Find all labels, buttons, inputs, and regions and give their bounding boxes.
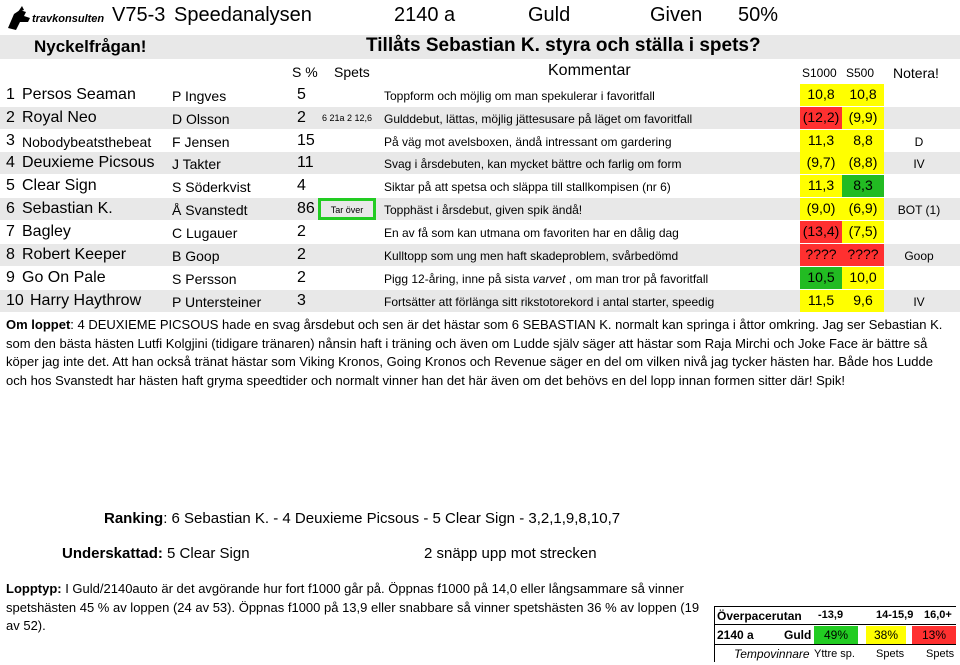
note-value: IV <box>913 157 925 171</box>
table-row <box>0 290 960 312</box>
start-percent: 11 <box>297 154 314 171</box>
s1000-value: 11,5 <box>800 290 842 312</box>
pace-foot-2: Spets <box>876 648 905 660</box>
horse-number: 8 <box>6 246 15 263</box>
col-notera: Notera! <box>893 65 939 81</box>
horse-comment: Topphäst i årsdebut, given spik ändå! <box>384 203 583 217</box>
ranking <box>104 510 620 527</box>
given-label: Given <box>650 4 703 26</box>
driver-name: C Lugauer <box>172 225 238 241</box>
horse-comment: Fortsätter att förlänga sitt rikstotorekord i antal starter, speedig <box>384 295 715 309</box>
driver-name: P Ingves <box>172 88 227 104</box>
underskattad <box>62 545 250 562</box>
given-value: 50% <box>738 4 779 26</box>
s1000-value: (13,4) <box>800 221 842 243</box>
horse-comment: Kulltopp som ung men haft skadeproblem, svårbedömd <box>384 249 679 263</box>
note-value: BOT (1) <box>897 203 941 217</box>
table-row <box>0 198 960 220</box>
table-row <box>0 267 960 289</box>
horse-number: 4 <box>6 154 15 171</box>
horse-name: Robert Keeper <box>22 246 127 263</box>
horse-number: 9 <box>6 269 15 286</box>
col-s500: S500 <box>846 66 875 80</box>
pace-footer: Tempovinnare <box>734 647 810 661</box>
horse-comment: En av få som kan utmana om favoriten har en dålig dag <box>384 226 679 240</box>
s500-value: (6,9) <box>842 198 884 220</box>
table-row <box>0 221 960 243</box>
pace-col-1: -13,9 <box>818 609 844 621</box>
about-text: : 4 DEUXIEME PICSOUS hade en svag årsdebut och sen är det hästar som 6 SEBASTIAN K. normalt kan springa i åttor omkring. Jag ser Sebastian K. som den bästa hästen Lutfi Kolgjini (tidigare tränaren) nånsin haft i träning och även om Ludde själv säger att hästar som Raja Mirchi och Joke Face är bättre så köper jag inte det. Att han också tränat hästar som Viking Kronos, Going Kronos och Revenue säger en del om vilken nivå jag tycker hästen har. Både hos Ludde och hos Svanstedt har hästen haft gryma speedtider och normalt vinner han det här även om det behövs en del lopp innan formen sitter där! Spik! <box>6 317 943 388</box>
col-kommentar: Kommentar <box>548 62 631 79</box>
table-row <box>0 152 960 174</box>
table-row <box>0 130 960 152</box>
start-percent: 2 <box>297 109 306 126</box>
table-row <box>0 107 960 129</box>
horse-name: Sebastian K. <box>22 200 113 217</box>
underskattad-extra: 2 snäpp upp mot strecken <box>424 545 597 562</box>
horse-number: 6 <box>6 200 15 217</box>
driver-name: S Persson <box>172 271 237 287</box>
col-spets: Spets <box>334 64 370 80</box>
ranking-text: : 6 Sebastian K. - 4 Deuxieme Picsous - 5 Clear Sign - 3,2,1,9,8,10,7 <box>163 510 621 527</box>
s500-value: ???? <box>842 244 884 266</box>
horse-name: Persos Seaman <box>22 86 136 103</box>
s500-value: 9,6 <box>842 290 884 312</box>
pace-pct-2: 38% <box>866 626 906 644</box>
ranking-label: Ranking <box>104 510 164 527</box>
driver-name: Å Svanstedt <box>172 202 248 218</box>
horse-name: Clear Sign <box>22 177 97 194</box>
s1000-value: 11,3 <box>800 175 842 197</box>
about-label: Om loppet <box>6 317 71 332</box>
s500-value: 8,8 <box>842 130 884 152</box>
spets-value: Tar över <box>318 198 376 220</box>
s500-value: (7,5) <box>842 221 884 243</box>
horse-number: 10 <box>6 292 24 309</box>
pace-foot-1: Yttre sp. <box>814 648 855 660</box>
note-value: Goop <box>904 249 934 263</box>
s1000-value: 10,5 <box>800 267 842 289</box>
lopptyp-label: Lopptyp: <box>6 581 62 596</box>
horse-comment: Svag i årsdebuten, kan mycket bättre och farlig om form <box>384 157 682 171</box>
s1000-value: (12,2) <box>800 107 842 129</box>
s1000-value: 10,8 <box>800 84 842 106</box>
s500-value: 10,8 <box>842 84 884 106</box>
key-question-row <box>0 35 960 59</box>
s1000-value: (9,0) <box>800 198 842 220</box>
driver-name: J Takter <box>172 156 221 172</box>
horse-name: Go On Pale <box>22 269 106 286</box>
start-percent: 15 <box>297 132 315 149</box>
pace-col-2: 14-15,9 <box>876 609 914 621</box>
table-row <box>0 84 960 106</box>
horse-number: 1 <box>6 86 15 103</box>
s500-value: (8,8) <box>842 152 884 174</box>
horse-name: Royal Neo <box>22 109 97 126</box>
horse-comment: Toppform och möjlig om man spekulerar i favoritfall <box>384 89 655 103</box>
pace-foot-3: Spets <box>926 648 955 660</box>
race-category: Guld <box>528 4 571 26</box>
start-percent: 3 <box>297 292 306 309</box>
spets-value: 6 21a 2 12,6 <box>321 113 373 123</box>
pace-distance: 2140 a <box>717 628 754 642</box>
horse-number: 2 <box>6 109 15 126</box>
start-percent: 5 <box>297 86 306 103</box>
pace-category: Guld <box>784 628 812 642</box>
driver-name: B Goop <box>172 248 220 264</box>
col-s-pct: S % <box>292 64 318 80</box>
pace-pct-1: 49% <box>814 626 858 644</box>
table-row <box>0 244 960 266</box>
s1000-value: ???? <box>800 244 842 266</box>
pace-title: Överpacerutan <box>717 609 802 623</box>
note-value: D <box>914 135 924 149</box>
horse-comment: Gulddebut, lättas, möjlig jättesusare på läget om favoritfall <box>384 112 693 126</box>
horse-number: 7 <box>6 223 15 240</box>
horse-name: Deuxieme Picsous <box>22 154 155 171</box>
underskattad-text: 5 Clear Sign <box>162 545 250 562</box>
driver-name: F Jensen <box>172 134 230 150</box>
about-race <box>6 316 956 390</box>
horse-name: Nobodybeatsthebeat <box>22 134 152 150</box>
start-percent: 2 <box>297 246 306 263</box>
driver-name: D Olsson <box>172 111 230 127</box>
race-label: V75-3 <box>112 4 166 26</box>
table-row <box>0 175 960 197</box>
page-title: Speedanalysen <box>174 4 312 26</box>
note-value: IV <box>913 295 925 309</box>
key-question-label: Nyckelfrågan! <box>34 37 147 56</box>
s1000-value: 11,3 <box>800 130 842 152</box>
horse-logo-icon <box>8 6 30 30</box>
logo-text: travkonsulten <box>32 13 105 25</box>
s500-value: 8,3 <box>842 175 884 197</box>
start-percent: 2 <box>297 269 306 286</box>
lopptyp <box>6 580 706 636</box>
race-distance: 2140 a <box>394 4 456 26</box>
driver-name: S Söderkvist <box>172 179 251 195</box>
horse-number: 3 <box>6 132 15 149</box>
underskattad-label: Underskattad: <box>62 545 163 562</box>
pace-col-3: 16,0+ <box>924 609 952 621</box>
s500-value: (9,9) <box>842 107 884 129</box>
horse-comment: På väg mot avelsboxen, ändå intressant om gardering <box>384 135 672 149</box>
pace-pct-3: 13% <box>912 626 956 644</box>
horse-name: Harry Haythrow <box>30 292 142 309</box>
horse-comment: Pigg 12-åring, inne på sista varvet , om man tror på favoritfall <box>384 272 709 286</box>
key-question-text: Tillåts Sebastian K. styra och ställa i spets? <box>366 35 761 56</box>
col-s1000: S1000 <box>802 66 837 80</box>
driver-name: P Untersteiner <box>172 294 262 310</box>
horse-comment: Siktar på att spetsa och släppa till stallkompisen (nr 6) <box>384 180 671 194</box>
s500-value: 10,0 <box>842 267 884 289</box>
s1000-value: (9,7) <box>800 152 842 174</box>
start-percent: 2 <box>297 223 306 240</box>
start-percent: 4 <box>297 177 306 194</box>
lopptyp-text: I Guld/2140auto är det avgörande hur fort f1000 går på. Öppnas f1000 på 14,0 eller långsammare så vinner spetshästen 45 % av loppen (24 av 53). Öppnas f1000 på 13,9 eller snabbare så vinner spetshästen 36 % av loppen (19 av 52). <box>6 581 700 633</box>
horse-name: Bagley <box>22 223 71 240</box>
start-percent: 86 <box>297 200 315 217</box>
horse-number: 5 <box>6 177 15 194</box>
travkonsulten-logo <box>4 2 108 34</box>
pace-table <box>714 606 956 662</box>
